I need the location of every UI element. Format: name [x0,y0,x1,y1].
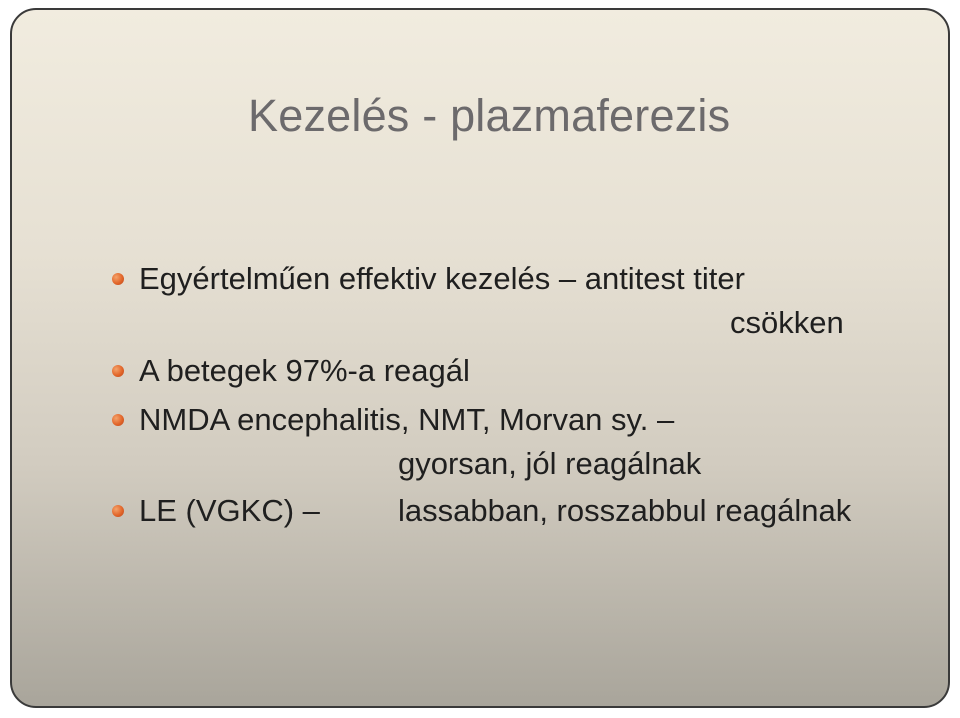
bullet-list [12,10,948,706]
bullet-1-continuation: csökken [730,305,844,340]
bullet-1-text: Egyértelműen effektiv kezelés – antitest titer [139,261,745,296]
bullet-3-continuation: gyorsan, jól reagálnak [398,446,702,481]
slide-title: Kezelés - plazmaferezis [248,90,731,141]
bullet-3-text: NMDA encephalitis, NMT, Morvan sy. – [139,402,675,437]
bullet-4-continuation: lassabban, rosszabbul reagálnak [398,493,852,528]
bullet-dot-icon [112,273,124,285]
bullet-dot-icon [112,505,124,517]
bullet-dot-icon [112,414,124,426]
bullet-dot-icon [112,365,124,377]
bullet-2-text: A betegek 97%-a reagál [139,353,470,388]
slide [10,8,950,708]
bullet-4-text: LE (VGKC) – [139,493,320,528]
